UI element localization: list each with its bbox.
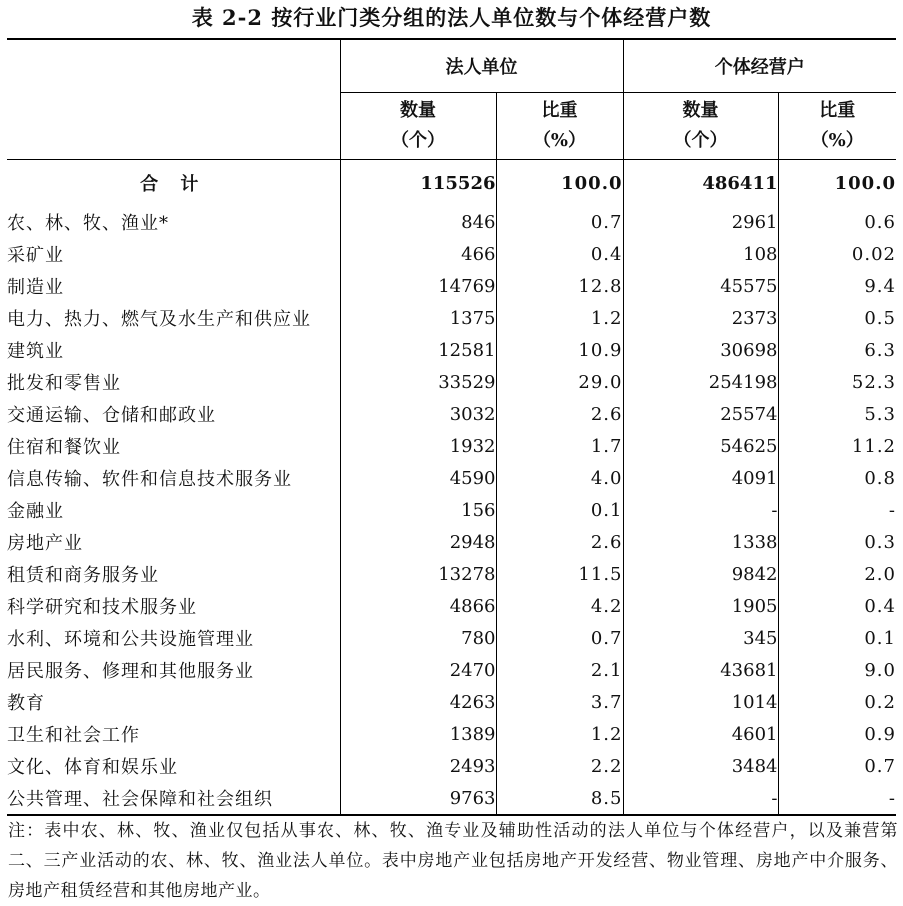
industry-name-cell: 水利、环境和公共设施管理业 bbox=[7, 629, 254, 650]
individual-share-cell: 5.3 bbox=[778, 398, 896, 430]
individual-share-cell: 0.02 bbox=[778, 238, 896, 270]
individual-share-cell: 52.3 bbox=[778, 366, 896, 398]
legal-count-cell: 33529 bbox=[340, 366, 496, 398]
legal-share-cell: 3.7 bbox=[496, 686, 623, 718]
total-individual-share: 100.0 bbox=[778, 160, 896, 207]
table-row bbox=[7, 782, 896, 815]
header-individual-count bbox=[623, 93, 778, 160]
total-row bbox=[7, 160, 896, 207]
legal-count-cell: 13278 bbox=[340, 558, 496, 590]
header-count-unit: （个） bbox=[391, 130, 445, 151]
table-title: 表 2-2 按行业门类分组的法人单位数与个体经营户数 bbox=[191, 5, 712, 30]
individual-count-cell: 4601 bbox=[623, 718, 778, 750]
legal-share-cell: 1.2 bbox=[496, 718, 623, 750]
legal-share-cell: 29.0 bbox=[496, 366, 623, 398]
legal-share-cell: 8.5 bbox=[496, 782, 623, 815]
industry-name-cell: 卫生和社会工作 bbox=[7, 725, 140, 746]
table-row bbox=[7, 622, 896, 654]
individual-count-cell: 345 bbox=[623, 622, 778, 654]
individual-count-cell: 1014 bbox=[623, 686, 778, 718]
header-legal-count bbox=[340, 93, 496, 160]
individual-share-cell: 9.4 bbox=[778, 270, 896, 302]
industry-name-cell: 建筑业 bbox=[7, 341, 64, 362]
legal-count-cell: 2493 bbox=[340, 750, 496, 782]
individual-count-cell: 4091 bbox=[623, 462, 778, 494]
header-share-unit: （%） bbox=[532, 130, 587, 151]
header-share-label: 比重 bbox=[819, 100, 856, 121]
total-legal-share: 100.0 bbox=[496, 160, 623, 207]
legal-share-cell: 11.5 bbox=[496, 558, 623, 590]
legal-share-cell: 0.7 bbox=[496, 206, 623, 238]
table-row bbox=[7, 718, 896, 750]
total-legal-count: 115526 bbox=[340, 160, 496, 207]
legal-count-cell: 9763 bbox=[340, 782, 496, 815]
table-row bbox=[7, 206, 896, 238]
legal-count-cell: 2948 bbox=[340, 526, 496, 558]
individual-share-cell: 2.0 bbox=[778, 558, 896, 590]
individual-count-cell: 54625 bbox=[623, 430, 778, 462]
individual-share-cell: 0.9 bbox=[778, 718, 896, 750]
legal-share-cell: 2.1 bbox=[496, 654, 623, 686]
industry-name-cell: 电力、热力、燃气及水生产和供应业 bbox=[7, 309, 311, 330]
individual-count-cell: 25574 bbox=[623, 398, 778, 430]
industry-name-cell: 科学研究和技术服务业 bbox=[7, 597, 197, 618]
header-legal-units: 法人单位 bbox=[340, 39, 623, 93]
industry-name-cell: 文化、体育和娱乐业 bbox=[7, 757, 178, 778]
industry-name-cell: 农、林、牧、渔业* bbox=[7, 213, 169, 234]
individual-count-cell: 45575 bbox=[623, 270, 778, 302]
industry-name-cell: 批发和零售业 bbox=[7, 373, 121, 394]
individual-count-cell: - bbox=[623, 494, 778, 526]
industry-name-cell: 交通运输、仓储和邮政业 bbox=[7, 405, 216, 426]
legal-share-cell: 0.1 bbox=[496, 494, 623, 526]
individual-count-cell: 9842 bbox=[623, 558, 778, 590]
table-row bbox=[7, 750, 896, 782]
industry-name-cell: 居民服务、修理和其他服务业 bbox=[7, 661, 254, 682]
header-share-label: 比重 bbox=[541, 100, 578, 121]
legal-count-cell: 2470 bbox=[340, 654, 496, 686]
table-row bbox=[7, 334, 896, 366]
individual-share-cell: - bbox=[778, 494, 896, 526]
individual-share-cell: 0.7 bbox=[778, 750, 896, 782]
industry-name-cell: 教育 bbox=[7, 693, 45, 714]
industry-stats-table bbox=[7, 38, 896, 816]
individual-share-cell: - bbox=[778, 782, 896, 815]
industry-name-cell: 住宿和餐饮业 bbox=[7, 437, 121, 458]
legal-share-cell: 0.4 bbox=[496, 238, 623, 270]
header-individual-share bbox=[778, 93, 896, 160]
legal-share-cell: 4.0 bbox=[496, 462, 623, 494]
legal-share-cell: 1.7 bbox=[496, 430, 623, 462]
individual-count-cell: 2373 bbox=[623, 302, 778, 334]
industry-name-cell: 房地产业 bbox=[7, 533, 83, 554]
total-individual-count: 486411 bbox=[623, 160, 778, 207]
table-row bbox=[7, 526, 896, 558]
table-row bbox=[7, 590, 896, 622]
table-row bbox=[7, 270, 896, 302]
legal-count-cell: 780 bbox=[340, 622, 496, 654]
individual-share-cell: 6.3 bbox=[778, 334, 896, 366]
legal-count-cell: 1932 bbox=[340, 430, 496, 462]
individual-count-cell: 1905 bbox=[623, 590, 778, 622]
legal-count-cell: 1389 bbox=[340, 718, 496, 750]
individual-share-cell: 0.2 bbox=[778, 686, 896, 718]
individual-share-cell: 9.0 bbox=[778, 654, 896, 686]
header-legal-share bbox=[496, 93, 623, 160]
table-row bbox=[7, 654, 896, 686]
legal-count-cell: 466 bbox=[340, 238, 496, 270]
table-row bbox=[7, 238, 896, 270]
industry-name-cell: 制造业 bbox=[7, 277, 64, 298]
header-individual-businesses: 个体经营户 bbox=[623, 39, 896, 93]
legal-count-cell: 14769 bbox=[340, 270, 496, 302]
header-count-label: 数量 bbox=[682, 100, 719, 121]
individual-share-cell: 0.5 bbox=[778, 302, 896, 334]
legal-share-cell: 10.9 bbox=[496, 334, 623, 366]
individual-share-cell: 0.1 bbox=[778, 622, 896, 654]
individual-count-cell: 254198 bbox=[623, 366, 778, 398]
individual-count-cell: 30698 bbox=[623, 334, 778, 366]
header-count-unit: （个） bbox=[673, 130, 728, 151]
legal-share-cell: 2.6 bbox=[496, 398, 623, 430]
individual-count-cell: 108 bbox=[623, 238, 778, 270]
legal-count-cell: 4263 bbox=[340, 686, 496, 718]
legal-count-cell: 12581 bbox=[340, 334, 496, 366]
industry-name-cell: 租赁和商务服务业 bbox=[7, 565, 159, 586]
individual-share-cell: 0.8 bbox=[778, 462, 896, 494]
legal-share-cell: 0.7 bbox=[496, 622, 623, 654]
individual-count-cell: 43681 bbox=[623, 654, 778, 686]
individual-share-cell: 0.3 bbox=[778, 526, 896, 558]
industry-name-cell: 公共管理、社会保障和社会组织 bbox=[7, 782, 340, 815]
legal-share-cell: 2.6 bbox=[496, 526, 623, 558]
industry-name-cell: 金融业 bbox=[7, 501, 64, 522]
legal-share-cell: 1.2 bbox=[496, 302, 623, 334]
header-corner-cell bbox=[7, 39, 340, 160]
individual-count-cell: 2961 bbox=[623, 206, 778, 238]
header-count-label: 数量 bbox=[400, 100, 436, 121]
total-label: 合 计 bbox=[140, 174, 207, 195]
table-row bbox=[7, 398, 896, 430]
individual-count-cell: 1338 bbox=[623, 526, 778, 558]
legal-count-cell: 4866 bbox=[340, 590, 496, 622]
industry-name-cell: 信息传输、软件和信息技术服务业 bbox=[7, 469, 292, 490]
individual-count-cell: - bbox=[623, 782, 778, 815]
table-row bbox=[7, 430, 896, 462]
legal-share-cell: 2.2 bbox=[496, 750, 623, 782]
legal-count-cell: 3032 bbox=[340, 398, 496, 430]
header-share-unit: （%） bbox=[810, 130, 864, 151]
table-header bbox=[7, 39, 896, 160]
legal-count-cell: 846 bbox=[340, 206, 496, 238]
table-footnote: 注：表中农、林、牧、渔业仅包括从事农、林、牧、渔专业及辅助性活动的法人单位与个体经营户，以及兼营第二、三产业活动的农、林、牧、渔业法人单位。表中房地产业包括房地产开发经营、物业管理、房地产中介服务、房地产租赁经营和其他房地产业。 bbox=[8, 821, 898, 901]
table-body bbox=[7, 160, 896, 816]
legal-count-cell: 1375 bbox=[340, 302, 496, 334]
legal-share-cell: 12.8 bbox=[496, 270, 623, 302]
individual-share-cell: 0.4 bbox=[778, 590, 896, 622]
individual-share-cell: 11.2 bbox=[778, 430, 896, 462]
table-row bbox=[7, 462, 896, 494]
table-row bbox=[7, 302, 896, 334]
industry-name-cell: 采矿业 bbox=[7, 245, 64, 266]
table-row bbox=[7, 686, 896, 718]
header-row-groups bbox=[7, 39, 896, 93]
legal-share-cell: 4.2 bbox=[496, 590, 623, 622]
table-row bbox=[7, 366, 896, 398]
individual-count-cell: 3484 bbox=[623, 750, 778, 782]
individual-share-cell: 0.6 bbox=[778, 206, 896, 238]
table-row bbox=[7, 494, 896, 526]
table-row bbox=[7, 558, 896, 590]
legal-count-cell: 4590 bbox=[340, 462, 496, 494]
legal-count-cell: 156 bbox=[340, 494, 496, 526]
